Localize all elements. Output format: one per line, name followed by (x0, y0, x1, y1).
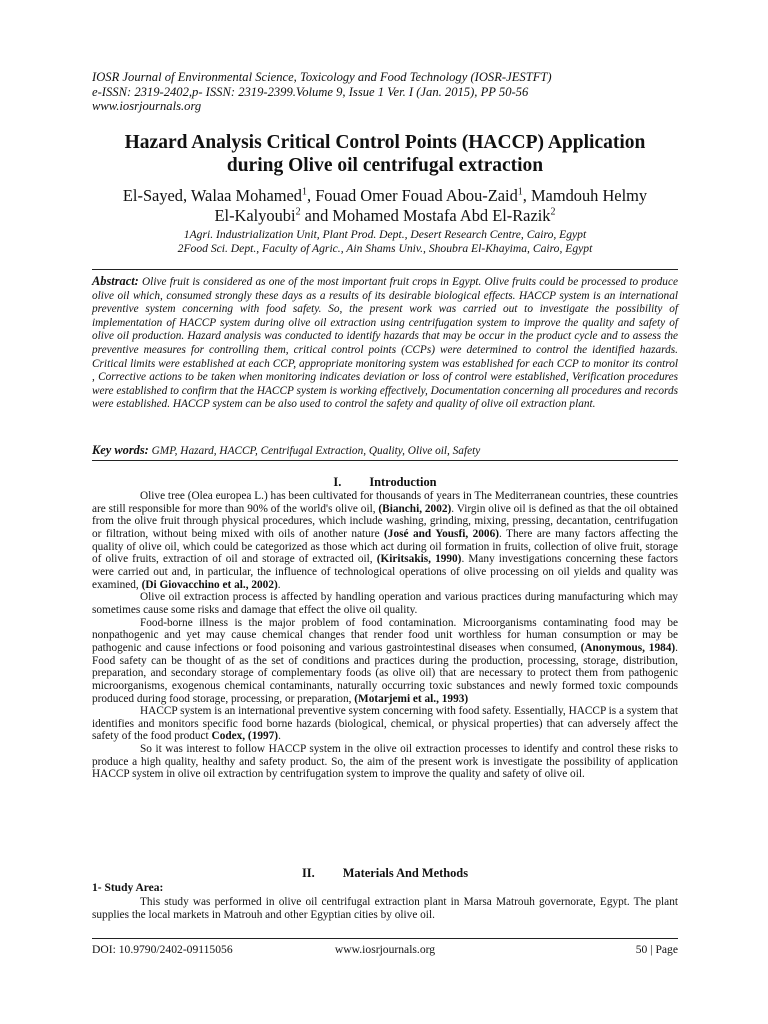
author-list (92, 186, 678, 225)
text-run: . Food safety can be thought of as the set of conditions and practices during the production, processing, storage, distribution, preparation, and secondary storage of complementary foods (as olive oil) that are necessary to protect them from pathogenic microorganisms, exogenous chemical contaminants, naturally occurring toxic substances and newly formed toxic compounds produced during food storage, processing, or preparation, (92, 641, 678, 705)
keywords-label: Key words: (92, 443, 149, 457)
author-line-2 (92, 206, 678, 226)
paragraph: This study was performed in olive oil centrifugal extraction plant in Marsa Matrouh governorate, Egypt. The plant supplies the local markets in Matrouh and other Egyptian cities by olive oil. (92, 896, 678, 921)
author-line-1 (92, 186, 678, 206)
paragraph (92, 490, 678, 591)
citation: Codex, (1997) (211, 730, 279, 743)
journal-issn: e-ISSN: 2319-2402,p- ISSN: 2319-2399.Volume 9, Issue 1 Ver. I (Jan. 2015), PP 50-56 (92, 84, 529, 99)
text-run: . (278, 730, 281, 743)
author-4: and Mohamed Mostafa Abd El-Razik (300, 205, 551, 225)
text-run: . There are many factors affecting the quality of olive oil, which could be categorized as those which act during oil formation in fruits, collection of olive fruit, storage of olive fruits, extraction of oil and storage of extracted oil, (92, 527, 679, 566)
citation: (Anonymous, 1984) (580, 641, 676, 654)
author-4-affil: 2 (550, 206, 556, 218)
footer-doi: DOI: 10.9790/2402-09115056 (92, 943, 233, 956)
footer-rule (92, 938, 678, 939)
section-title: Materials And Methods (342, 866, 469, 880)
paper-title (92, 131, 678, 177)
journal-url: www.iosrjournals.org (92, 99, 202, 113)
text-run: Olive tree (Olea europea L.) has been cultivated for thousands of years in The Mediterranean countries, these countries are still responsible for more than 90% of the world's olive oil, (92, 490, 678, 515)
keywords-text: GMP, Hazard, HACCP, Centrifugal Extraction, Quality, Olive oil, Safety (148, 445, 481, 457)
paragraph: Olive oil extraction process is affected by handling operation and various practices during manufacturing which may sometimes cause some risks and damage that effect the olive oil quality. (92, 591, 678, 616)
text-run: Food-borne illness is the major problem of food contamination. Microorganisms contaminating food may be nonpathogenic and yet may cause chemical changes that render food unit worthless for human consumption or may be pathogenic and cause infections or food poisoning and various gastrointestinal diseases when consumed, (92, 616, 678, 654)
section-title: Introduction (369, 475, 437, 489)
citation: (Bianchi, 2002) (378, 502, 452, 515)
text-run: . Many investigations concerning these factors were carried out and, in particular, the influence of technological operations of olive processing on oil yields and quality was examined, (92, 553, 678, 591)
keywords (92, 444, 678, 459)
author-3-cont: El-Kalyoubi (214, 205, 296, 225)
journal-name: IOSR Journal of Environmental Science, Toxicology and Food Technology (IOSR-JESTFT) (92, 70, 552, 84)
footer-page-number: 50 | Page (635, 943, 678, 956)
paragraph (92, 617, 678, 706)
author-1: El-Sayed, Walaa Mohamed (122, 186, 302, 205)
author-3-affil: 2 (295, 206, 301, 218)
divider-top (92, 269, 678, 270)
abstract-text: Olive fruit is considered as one of the most important fruit crops in Egypt. Olive fruits could be processed to produce olive oil which, consumed strongly these days as a results of its desirable biological effects. HACCP system is an international preventive system concerning with food safety. So, the present work was carried out to investigate the possibility of implementation of HACCP system during olive oil extraction using centrifugation system to improve the quality and safety of olive oil production. Hazard analysis was conducted to identify hazards that may be occur in the product cycle and to assess the preventive measures for controlling them, critical control points (CCPs) were determined to control the identified hazards. Critical limits were established at each CCP, appropriate monitoring system was established for each CCP to monitor its control , Corrective actions to be taken when monitoring indicates deviation or loss of control were established, Verification procedures were established to confirm that the HACCP system is working effectively, Documentation concerning all procedures and records were established. HACCP system can be also used to control the safety and quality of olive oil extraction plant. (92, 276, 678, 411)
citation: (Kiritsakis, 1990) (376, 553, 462, 566)
author-1-affil: 1 (302, 186, 307, 198)
introduction-body (92, 490, 678, 781)
text-run: HACCP system is an international preventive system concerning with food safety. Essentially, HACCP is a system that identifies and monitors specific food borne hazards (biological, chemical, or physical properties) that can adversely affect the safety of the food product (92, 705, 678, 743)
citation: (Di Giovacchino et al., 2002) (141, 578, 278, 591)
abstract (92, 275, 678, 412)
subsection-study-area: 1- Study Area: (92, 882, 164, 894)
author-3: , Mamdouh Helmy (522, 186, 648, 205)
citation: (Motarjemi et al., 1993) (354, 692, 469, 705)
affiliation-1: 1Agri. Industrialization Unit, Plant Prod. Dept., Desert Research Centre, Cairo, Egypt (183, 228, 587, 241)
divider-bottom (92, 460, 678, 461)
paragraph (92, 705, 678, 743)
section-heading-introduction (92, 475, 678, 489)
paper-title-line-1: Hazard Analysis Critical Control Points (HACCP) Application (124, 132, 646, 153)
text-run: . Virgin olive oil is defined as that the oil obtained from the olive fruit through physical procedures, which include washing, grinding, mixing, pressing, decantation, centrifugation or filtration, without being mixed with oils of another nature (92, 502, 678, 540)
footer-site: www.iosrjournals.org (334, 943, 436, 956)
author-2-affil: 1 (517, 186, 523, 198)
author-2: , Fouad Omer Fouad Abou-Zaid (307, 186, 518, 205)
journal-header (92, 70, 692, 114)
paper-title-line-2: during Olive oil centrifugal extraction (226, 155, 544, 176)
section-heading-materials (92, 866, 678, 880)
paragraph: So it was interest to follow HACCP system in the olive oil extraction processes to identify and control these risks to produce a high quality, healthy and safety product. So, the aim of the present work is investigate the possibility of application HACCP system in olive oil extraction by centrifugation system to improve the quality and safety of olive oil. (92, 743, 678, 781)
text-run: . (277, 578, 281, 591)
affiliation-2: 2Food Sci. Dept., Faculty of Agric., Ain Shams Univ., Shoubra El-Khayima, Cairo, Egypt (177, 241, 593, 255)
citation: (José and Yousfi, 2006) (384, 527, 499, 540)
abstract-label: Abstract: (92, 274, 139, 288)
section-number: I. (333, 475, 342, 489)
affiliations (92, 228, 678, 255)
materials-body (92, 896, 678, 922)
section-number: II. (301, 866, 315, 880)
